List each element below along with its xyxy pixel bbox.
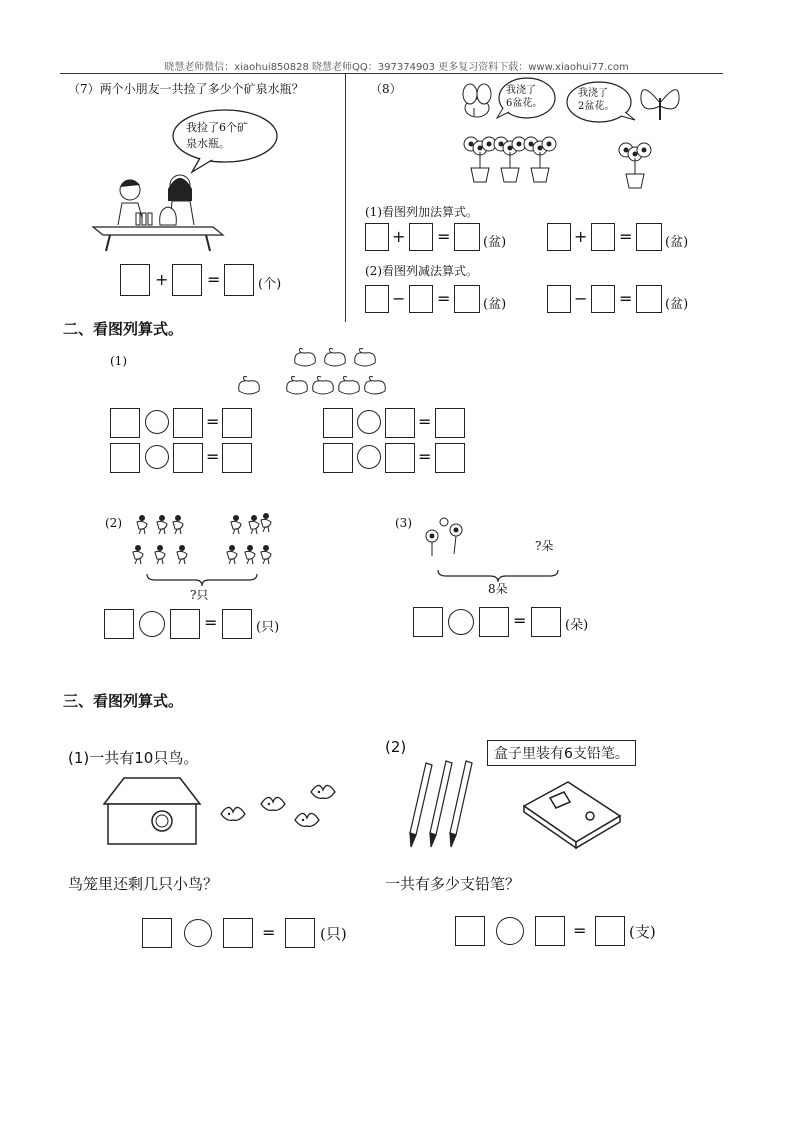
s3-p2-question: 一共有多少支铅笔？	[385, 875, 521, 893]
chick-icon	[261, 513, 271, 532]
p8-sub-prompt: (2)看图列减法算式。	[365, 264, 478, 278]
p8-label: （8）	[370, 82, 402, 96]
s2-p3-label: (3)	[395, 516, 412, 530]
s2-p2-brace-label: ?只	[190, 588, 209, 602]
p8-sub2-minus: −	[574, 289, 588, 308]
s2-p1-eq3-box-2[interactable]	[385, 408, 415, 438]
s2-p2-operator-circle[interactable]	[139, 611, 165, 637]
s2-p3-box-2[interactable]	[479, 607, 509, 637]
p8-add1-box-1[interactable]	[365, 223, 389, 251]
p8-add2-box-answer[interactable]	[636, 223, 662, 251]
s2-p1-eq2-box-answer[interactable]	[222, 443, 252, 473]
chick-icon	[157, 515, 167, 534]
s2-p1-eq4-box-2[interactable]	[385, 443, 415, 473]
flower-pot-icon	[494, 137, 526, 182]
p8-sub1-unit: (盆)	[483, 297, 507, 312]
p7-box-1[interactable]	[120, 264, 150, 296]
s3-p1-birdhouse	[102, 776, 202, 846]
s2-p1-eq1-equals: =	[206, 412, 220, 431]
s2-p1-eq4-equals: =	[418, 447, 432, 466]
s2-p1-peaches	[235, 345, 415, 405]
s2-p1-eq2-operator-circle[interactable]	[145, 445, 169, 469]
s2-p3-operator-circle[interactable]	[448, 609, 474, 635]
s2-p2-equals: =	[204, 613, 218, 632]
chick-icon	[231, 515, 241, 534]
chick-icon	[133, 545, 143, 564]
s2-p2-chicks	[128, 512, 278, 574]
p7-equals-sign: =	[207, 270, 221, 289]
p7-question: （7）两个小朋友一共捡了多少个矿泉水瓶？	[68, 82, 304, 96]
peach-icon	[325, 349, 346, 367]
s2-p2-box-answer[interactable]	[222, 609, 252, 639]
s3-p1-unit: (只)	[320, 925, 347, 943]
flower-pot-icon	[464, 137, 496, 182]
s2-p2-unit: (只)	[256, 620, 280, 635]
s2-p1-eq1-box-2[interactable]	[173, 408, 203, 438]
s2-p3-unit: (朵)	[565, 618, 589, 633]
p7-bubble-line2: 泉水瓶。	[186, 137, 230, 150]
p8-bubble-left-line2: 6盆花。	[506, 98, 543, 109]
p7-bubble-line1: 我捡了6个矿	[186, 121, 248, 134]
s2-p1-eq2-box-2[interactable]	[173, 443, 203, 473]
s3-p1-operator-circle[interactable]	[184, 919, 212, 947]
p8-add2-plus: +	[574, 227, 588, 246]
s2-p3-box-answer[interactable]	[531, 607, 561, 637]
s3-p2-caption-box: 盒子里装有6支铅笔。	[487, 740, 636, 766]
peach-icon	[339, 377, 360, 395]
p8-flower-pots	[455, 132, 665, 192]
p8-add2-unit: (盆)	[665, 235, 689, 250]
s2-p1-eq1-box-answer[interactable]	[222, 408, 252, 438]
p8-add2-box-2[interactable]	[591, 223, 615, 251]
p8-sub2-box-1[interactable]	[547, 285, 571, 313]
s2-p1-eq4-operator-circle[interactable]	[357, 445, 381, 469]
p7-box-answer[interactable]	[224, 264, 254, 296]
s3-p2-label: (2)	[385, 738, 407, 756]
s3-p2-pencils	[408, 755, 478, 850]
peach-icon	[355, 349, 376, 367]
s3-p1-box-2[interactable]	[223, 918, 253, 948]
s2-p1-eq4-box-answer[interactable]	[435, 443, 465, 473]
p8-sub2-box-answer[interactable]	[636, 285, 662, 313]
p8-sub1-equals: =	[437, 289, 451, 308]
chick-icon	[173, 515, 183, 534]
s3-p2-equals: =	[573, 921, 587, 940]
bird-icon	[295, 813, 319, 826]
s2-p1-eq2-box-1[interactable]	[110, 443, 140, 473]
s3-p2-box-1[interactable]	[455, 916, 485, 946]
p8-add-prompt: (1)看图列加法算式。	[365, 205, 478, 219]
s2-p3-brace-label: 8朵	[488, 582, 508, 596]
p8-bee-icon	[452, 82, 502, 126]
s2-p1-label: (1)	[110, 354, 127, 368]
s3-p1-question: 鸟笼里还剩几只小鸟？	[68, 875, 219, 893]
s2-p1-eq2-equals: =	[206, 447, 220, 466]
peach-icon	[287, 377, 308, 395]
s3-p2-box-answer[interactable]	[595, 916, 625, 946]
s2-p2-label: (2)	[105, 516, 122, 530]
s3-p1-label: (1)一共有10只鸟。	[68, 749, 199, 767]
p8-add1-box-2[interactable]	[409, 223, 433, 251]
chick-icon	[177, 545, 187, 564]
chick-icon	[155, 545, 165, 564]
p7-plus-sign: +	[155, 270, 169, 289]
s2-p2-box-2[interactable]	[170, 609, 200, 639]
s2-p1-eq4-box-1[interactable]	[323, 443, 353, 473]
p8-bubble-left-text	[506, 84, 542, 110]
s3-p1-equals: =	[262, 923, 276, 942]
s3-p1-box-1[interactable]	[142, 918, 172, 948]
p8-add1-unit: (盆)	[483, 235, 507, 250]
flower-pot-icon	[524, 137, 556, 182]
flower-pot-icon	[619, 143, 651, 188]
chick-icon	[137, 515, 147, 534]
peach-icon	[239, 377, 260, 395]
p8-sub1-box-answer[interactable]	[454, 285, 480, 313]
s2-p3-equals: =	[513, 611, 527, 630]
p8-sub2-unit: (盆)	[665, 297, 689, 312]
peach-icon	[295, 349, 316, 367]
s2-p1-eq3-equals: =	[418, 412, 432, 431]
s3-p1-birds	[215, 770, 355, 840]
bird-icon	[221, 807, 245, 820]
p8-add1-box-answer[interactable]	[454, 223, 480, 251]
s2-p1-eq1-box-1[interactable]	[110, 408, 140, 438]
p8-bubble-left-line1: 我浇了	[506, 85, 536, 96]
s2-p1-eq3-box-1[interactable]	[323, 408, 353, 438]
p7-unit: (个)	[258, 277, 282, 292]
p8-sub2-equals: =	[619, 289, 633, 308]
p8-butterfly-icon	[635, 78, 685, 128]
bird-icon	[261, 797, 285, 810]
p8-bubble-right-line1: 我浇了	[578, 88, 608, 99]
section-2-title: 二、看图列算式。	[63, 320, 184, 338]
p8-sub1-box-2[interactable]	[409, 285, 433, 313]
s3-p2-unit: (支)	[629, 923, 656, 941]
column-divider	[345, 74, 346, 322]
peach-icon	[313, 377, 334, 395]
header-rule	[60, 73, 723, 74]
s3-p2-box-2[interactable]	[535, 916, 565, 946]
s2-p2-box-1[interactable]	[104, 609, 134, 639]
p7-box-2[interactable]	[172, 264, 202, 296]
chick-icon	[227, 545, 237, 564]
p8-sub1-box-1[interactable]	[365, 285, 389, 313]
p8-sub2-box-2[interactable]	[591, 285, 615, 313]
s2-p3-question: ?朵	[535, 539, 554, 553]
page-header: 晓慧老师微信：xiaohui850828 晓慧老师QQ：397374903 更多复习资料下载：www.xiaohui77.com	[164, 62, 629, 73]
bird-icon	[311, 785, 335, 798]
s3-p2-pencil-case	[520, 768, 625, 848]
chick-icon	[245, 545, 255, 564]
chick-icon	[249, 515, 259, 534]
chick-icon	[261, 545, 271, 564]
p8-add1-plus: +	[392, 227, 406, 246]
p8-sub1-minus: −	[392, 289, 406, 308]
p8-bubble-right-text	[578, 87, 614, 113]
p8-bubble-right-line2: 2盆花。	[578, 101, 615, 112]
p8-add2-box-1[interactable]	[547, 223, 571, 251]
s3-p2-operator-circle[interactable]	[496, 917, 524, 945]
s2-p1-eq3-operator-circle[interactable]	[357, 410, 381, 434]
p8-add1-equals: =	[437, 227, 451, 246]
p8-add2-equals: =	[619, 227, 633, 246]
p7-children-table-illustration	[88, 165, 228, 255]
s2-p1-eq1-operator-circle[interactable]	[145, 410, 169, 434]
s2-p1-eq3-box-answer[interactable]	[435, 408, 465, 438]
s2-p3-box-1[interactable]	[413, 607, 443, 637]
s3-p1-box-answer[interactable]	[285, 918, 315, 948]
peach-icon	[365, 377, 386, 395]
s2-p3-flowers	[420, 516, 470, 558]
section-3-title: 三、看图列算式。	[63, 692, 184, 710]
p7-bubble-text	[186, 120, 248, 152]
